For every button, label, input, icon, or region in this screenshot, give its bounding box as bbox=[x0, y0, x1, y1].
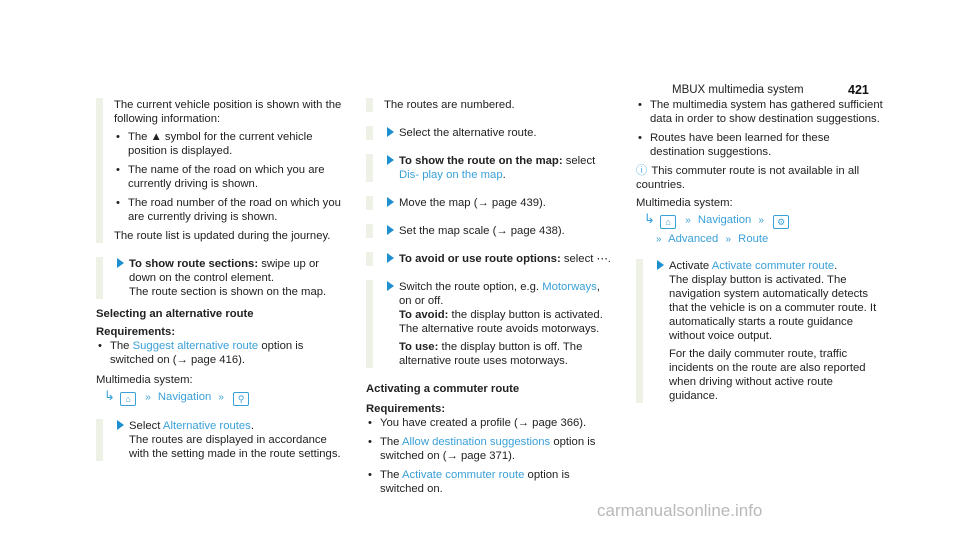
list-item: • The Allow destination suggestions option is switched on (→ page 371). bbox=[366, 435, 614, 463]
turn-arrow-icon: ↳ bbox=[644, 211, 655, 226]
option-link[interactable]: Activate commuter route bbox=[401, 469, 525, 481]
chevron-double-icon: » bbox=[656, 234, 662, 245]
path-navigation[interactable]: Navigation bbox=[697, 214, 752, 226]
chevron-double-icon: » bbox=[218, 392, 224, 403]
section-heading: Activating a commuter route bbox=[366, 383, 520, 395]
step-title: To show route sections: bbox=[129, 258, 259, 270]
header-title: MBUX multimedia system bbox=[672, 84, 804, 96]
list-item: • You have created a profile (→ page 366). bbox=[366, 416, 614, 430]
requirements-list bbox=[96, 339, 344, 367]
menu-path bbox=[636, 210, 884, 230]
chevron-double-icon: » bbox=[725, 234, 732, 245]
page-number: 421 bbox=[848, 83, 869, 97]
show-map-step: To show the route on the map: select Dis- play on the map. bbox=[366, 154, 614, 182]
list-item: • The name of the road on which you are currently driving is shown. bbox=[114, 163, 344, 191]
set-scale-step: Set the map scale (→ page 438). bbox=[366, 224, 614, 238]
option-link[interactable]: Suggest alternative route bbox=[132, 340, 259, 352]
show-sections-step: To show route sections: swipe up or down on the control element. The route section is shown on the map. bbox=[96, 257, 344, 299]
route-list-note: The route list is updated during the journey. bbox=[114, 230, 331, 242]
chevron-double-icon: » bbox=[145, 392, 151, 403]
step-arrow-icon bbox=[387, 197, 394, 207]
requirements-list bbox=[366, 416, 614, 496]
position-bullets bbox=[114, 130, 344, 224]
conditions-list bbox=[636, 98, 884, 159]
step-arrow-icon bbox=[387, 281, 394, 291]
requirements-label: Requirements: bbox=[96, 326, 176, 338]
list-item: • The multimedia system has gathered sufficient data in order to show destination suggestions. bbox=[636, 98, 884, 126]
multimedia-label: Multimedia system: bbox=[636, 197, 733, 209]
column-3 bbox=[636, 98, 884, 417]
numbered-block: The routes are numbered. bbox=[366, 98, 614, 112]
move-map-step: Move the map (→ page 439). bbox=[366, 196, 614, 210]
motorways-link[interactable]: Motorways bbox=[542, 281, 597, 293]
path-route[interactable]: Route bbox=[738, 233, 769, 245]
select-alt-step: Select the alternative route. bbox=[366, 126, 614, 140]
settings-icon[interactable]: ⚙ bbox=[773, 215, 789, 229]
home-icon[interactable]: ⌂ bbox=[120, 392, 136, 406]
alt-routes-link[interactable]: Alternative routes bbox=[162, 420, 251, 432]
path-navigation[interactable]: Navigation bbox=[157, 391, 212, 403]
display-map-link[interactable]: Dis- play on the map bbox=[399, 169, 503, 181]
avoid-options-step: To avoid or use route options: select ⋯. bbox=[366, 252, 614, 266]
step-arrow-icon bbox=[387, 127, 394, 137]
step-arrow-icon bbox=[387, 155, 394, 165]
list-item: • The Suggest alternative route option is switched on (→ page 416). bbox=[96, 339, 344, 367]
route-options-icon[interactable]: ⚲ bbox=[233, 392, 249, 406]
commuter-section bbox=[366, 382, 614, 496]
list-item: • The ▲ symbol for the current vehicle position is displayed. bbox=[114, 130, 344, 158]
note: ⓘ This commuter route is not available in all countries. bbox=[636, 165, 860, 191]
requirements-label: Requirements: bbox=[366, 403, 446, 415]
step-arrow-icon bbox=[387, 225, 394, 235]
turn-arrow-icon: ↳ bbox=[104, 388, 115, 403]
intro-text: The current vehicle position is shown with the following information: bbox=[114, 99, 342, 125]
column-2 bbox=[366, 98, 614, 501]
list-item: • The Activate commuter route option is switched on. bbox=[366, 468, 614, 496]
option-link[interactable]: Allow destination suggestions bbox=[401, 436, 551, 448]
home-icon[interactable]: ⌂ bbox=[660, 215, 676, 229]
step-arrow-icon bbox=[657, 260, 664, 270]
alt-route-section bbox=[96, 307, 344, 407]
menu-path bbox=[96, 387, 344, 407]
step-arrow-icon bbox=[117, 420, 124, 430]
section-heading: Selecting an alternative route bbox=[96, 308, 254, 320]
list-item: • Routes have been learned for these destination suggestions. bbox=[636, 131, 884, 159]
step-arrow-icon bbox=[387, 253, 394, 263]
chevron-double-icon: » bbox=[758, 215, 764, 226]
select-alt-routes-step: Select Alternative routes. The routes are displayed in accordance with the setting made in the route settings. bbox=[96, 419, 344, 461]
menu-path-2 bbox=[636, 230, 884, 249]
switch-option-step: Switch the route option, e.g. Motorways, on or off. To avoid: the display button is activated. The alternative route avoids motorways. To use: the display button is off. The alternative route uses motorways. bbox=[366, 280, 614, 368]
path-advanced[interactable]: Advanced bbox=[668, 233, 719, 245]
step-arrow-icon bbox=[117, 258, 124, 268]
activate-commuter-link[interactable]: Activate commuter route bbox=[711, 260, 835, 272]
vehicle-position-block bbox=[96, 98, 344, 243]
watermark: carmanualsonline.info bbox=[597, 501, 763, 520]
activate-commuter-step: Activate Activate commuter route. The display button is activated. The navigation system automatically detects that the vehicle is on a commuter route. It automatically starts a route guidance without voice output. For the daily commuter route, traffic incidents on the route are also reported when driving without active route guidance. bbox=[636, 259, 884, 403]
info-icon: ⓘ bbox=[636, 165, 648, 177]
chevron-double-icon: » bbox=[685, 215, 691, 226]
column-1 bbox=[96, 98, 344, 475]
multimedia-label: Multimedia system: bbox=[96, 374, 193, 386]
list-item: • The road number of the road on which you are currently driving is shown. bbox=[114, 196, 344, 224]
